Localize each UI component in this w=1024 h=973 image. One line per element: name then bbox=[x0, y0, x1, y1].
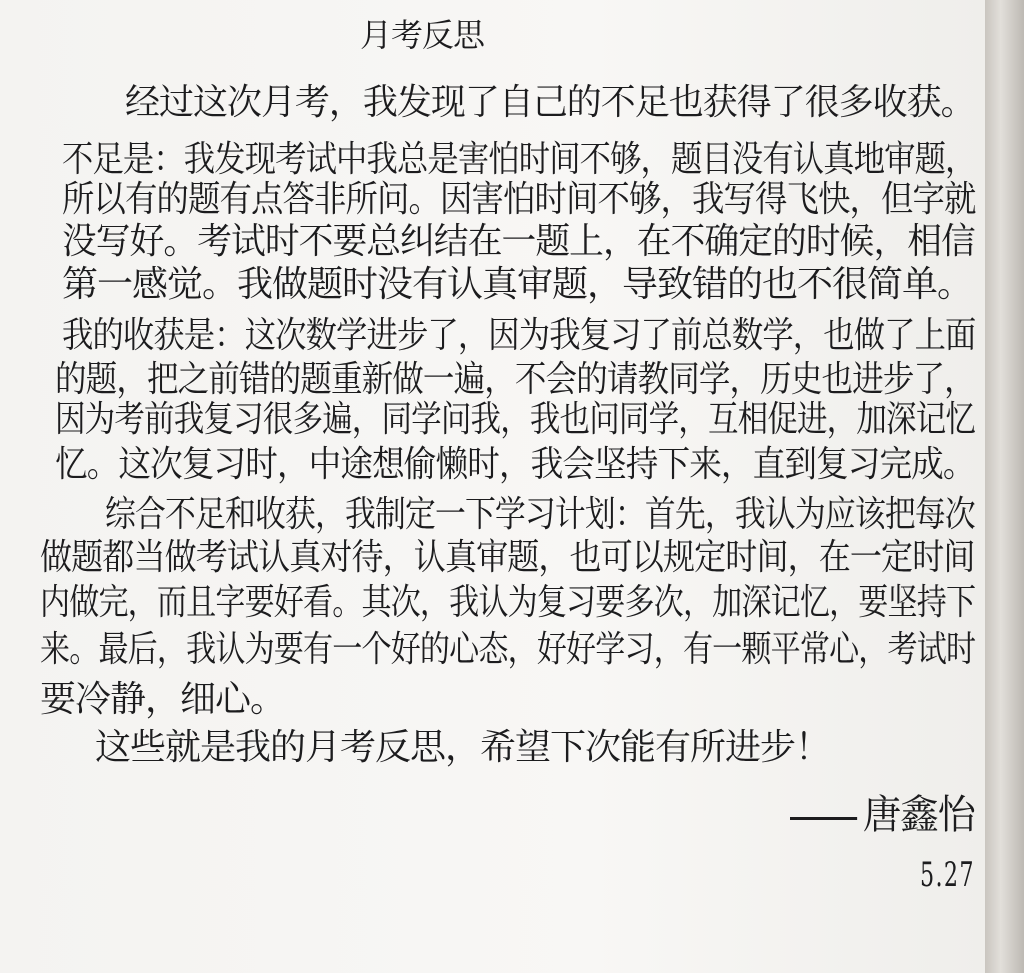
text-line-10: 综合不足和收获，我制定一下学习计划：首先，我认为应该把每次 bbox=[105, 494, 975, 535]
text-line-14: 要冷静，细心。 bbox=[40, 679, 286, 720]
text-line-6: 我的收获是：这次数学进步了，因为我复习了前总数学，也做了上面 bbox=[62, 315, 976, 356]
text-line-13: 来。最后，我认为要有一个好的心态，好好学习，有一颗平常心，考试时 bbox=[40, 629, 976, 670]
text-line-5: 第一感觉。我做题时没有认真审题，导致错的也不很简单。 bbox=[62, 264, 973, 305]
signature-name: 唐鑫怡 bbox=[862, 792, 976, 838]
text-line-4: 没写好。考试时不要总纠结在一题上，在不确定的时候，相信 bbox=[62, 221, 975, 262]
date: 5.27 bbox=[920, 855, 975, 895]
text-line-1: 经过这次月考，我发现了自己的不足也获得了很多收获。 bbox=[125, 82, 975, 123]
text-line-8: 因为考前我复习很多遍，同学问我，我也问同学，互相促进，加深记忆 bbox=[55, 399, 976, 440]
text-line-15: 这些就是我的月考反思，希望下次能有所进步！ bbox=[95, 727, 831, 768]
text-line-11: 做题都当做考试认真对待，认真审题，也可以规定时间，在一定时间 bbox=[40, 537, 975, 578]
page-edge bbox=[985, 0, 1024, 973]
signature bbox=[790, 792, 976, 838]
text-line-9: 忆。这次复习时，中途想偷懒时，我会坚持下来，直到复习完成。 bbox=[55, 444, 975, 485]
signature-dash bbox=[790, 817, 857, 820]
text-line-3: 所以有的题有点答非所问。因害怕时间不够，我写得飞快，但字就 bbox=[62, 179, 976, 220]
text-line-7: 的题，把之前错的题重新做一遍，不会的请教同学，历史也进步了， bbox=[55, 359, 975, 400]
document-title: 月考反思 bbox=[360, 16, 485, 54]
text-line-2: 不足是：我发现考试中我总是害怕时间不够，题目没有认真地审题， bbox=[62, 139, 976, 180]
text-line-12: 内做完，而且字要好看。其次，我认为复习要多次，加深记忆，要坚持下 bbox=[40, 582, 976, 623]
